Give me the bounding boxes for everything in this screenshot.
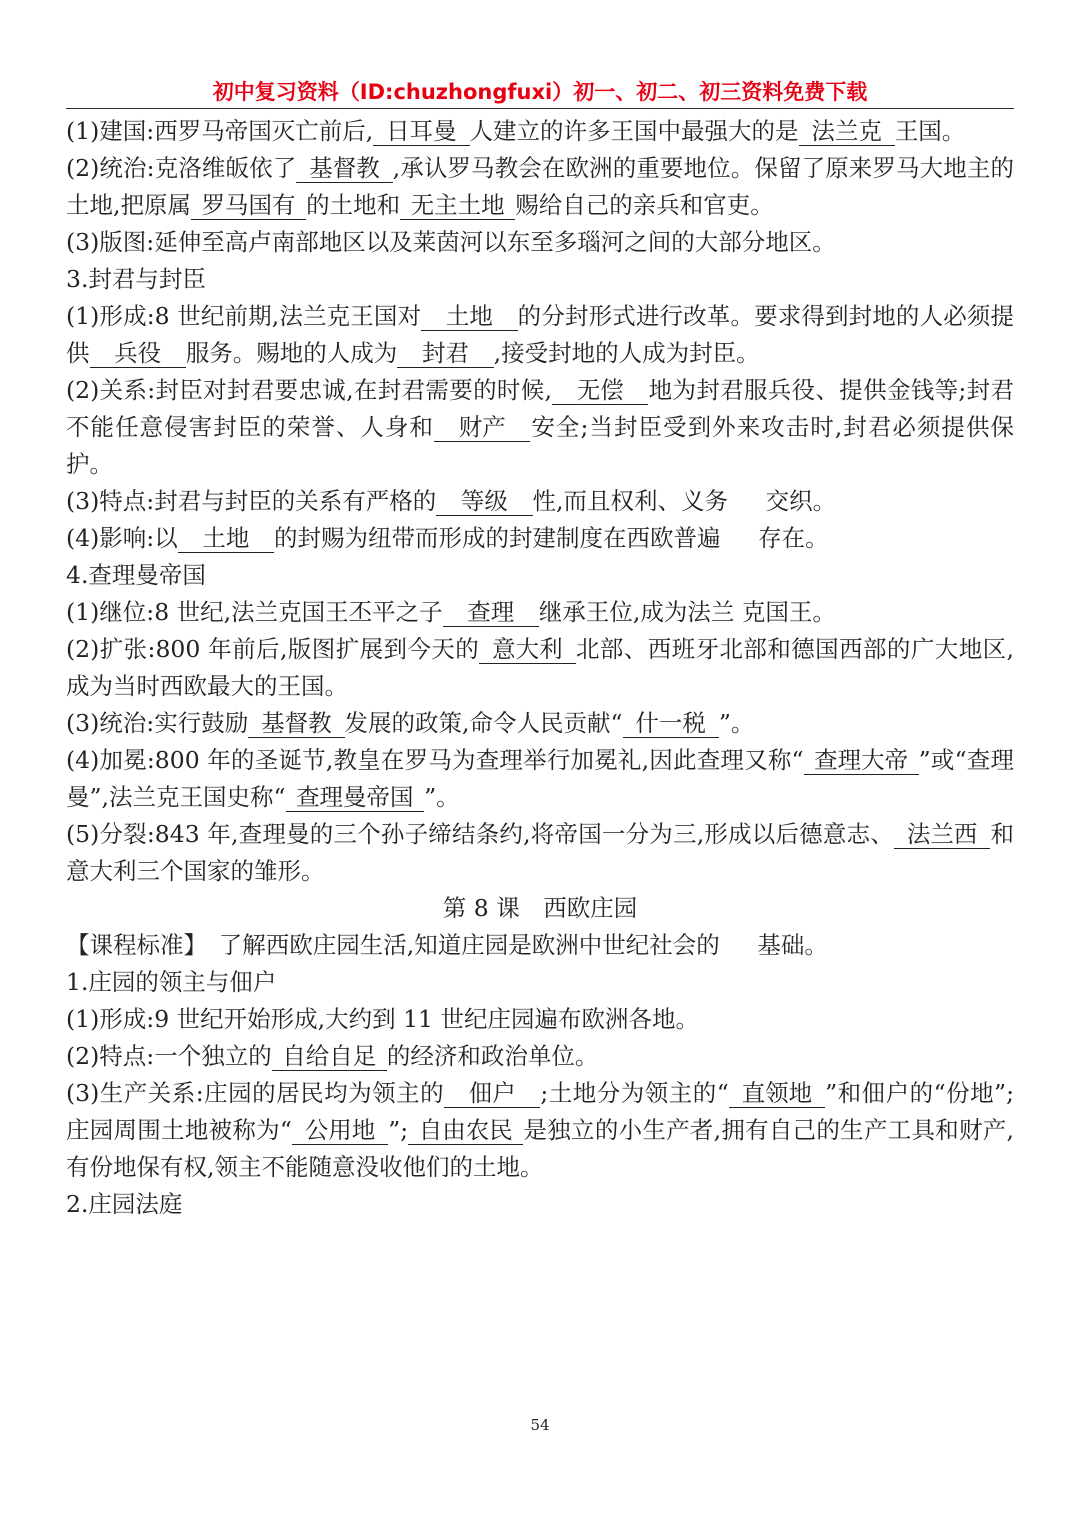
text-run: 安全;当封臣受到外来攻击时,封君必须提供保护。 — [66, 413, 1015, 478]
text-run: (2)关系:封臣对封君要忠诚,在封君需要的时候, — [66, 376, 553, 404]
text-run: (2)扩张:800 年前后,版图扩展到今天的 — [66, 635, 480, 663]
page-number: 54 — [530, 1416, 550, 1434]
text-run: 是独立的小生产者,拥有自己的生产工具和财产,有份地保有权,领主不能随意没收他们的土地。 — [66, 1116, 1014, 1181]
fill-blank-answer: 自给自足 — [272, 1042, 387, 1071]
text-paragraph — [66, 1001, 1014, 1038]
text-paragraph — [66, 113, 1014, 150]
text-run: 性,而且权利、义务 — [532, 487, 729, 515]
fill-blank-answer: 佃户 — [444, 1079, 540, 1108]
fill-blank-answer: 意大利 — [479, 635, 575, 664]
text-paragraph — [66, 298, 1014, 372]
text-paragraph — [66, 594, 1014, 631]
text-run: (2)统治:克洛维皈依了 — [66, 154, 297, 182]
text-run: 服务。赐地的人成为 — [185, 339, 398, 367]
fill-blank-answer: 土地 — [178, 524, 274, 553]
text-paragraph — [66, 1075, 1014, 1186]
fill-blank-answer: 日耳曼 — [373, 117, 469, 146]
text-run: 【课程标准】 了解西欧庄园生活,知道庄园是欧洲中世纪社会的 — [66, 931, 720, 959]
text-paragraph — [66, 705, 1014, 742]
text-run: (1)建国:西罗马帝国灭亡前后, — [66, 117, 374, 145]
fill-blank-answer: 自由农民 — [408, 1116, 523, 1145]
text-paragraph — [66, 1038, 1014, 1075]
text-run: 3.封君与封臣 — [66, 265, 206, 293]
text-run: 基础。 — [757, 931, 828, 959]
text-paragraph — [66, 520, 1014, 557]
text-paragraph — [66, 742, 1014, 816]
text-run: 的经济和政治单位。 — [386, 1042, 599, 1070]
text-run: (3)统治:实行鼓励 — [66, 709, 249, 737]
text-paragraph — [66, 816, 1014, 890]
text-run: ”。 — [424, 783, 460, 811]
fill-blank-answer: 直领地 — [729, 1079, 825, 1108]
fill-blank-answer: 什一税 — [623, 709, 719, 738]
text-run: 交织。 — [765, 487, 837, 515]
text-run: 第 8 课 西欧庄园 — [442, 894, 638, 922]
fill-blank-answer: 等级 — [436, 487, 532, 516]
fill-blank-answer: 基督教 — [296, 154, 392, 183]
text-paragraph — [66, 483, 1014, 520]
text-run: 人建立的许多王国中最强大的是 — [469, 117, 799, 145]
text-run: ”和佃户的“份地”;庄园周围土地被称为“ — [66, 1079, 1014, 1144]
text-run: (3)特点:封君与封臣的关系有严格的 — [66, 487, 437, 515]
fill-blank-answer: 查理 — [443, 598, 539, 627]
fill-blank-answer: 土地 — [421, 302, 517, 331]
text-run: 2.庄园法庭 — [66, 1190, 183, 1218]
text-run: ,承认罗马教会在欧洲的重要地位。保留了原来罗马大地主的土地,把原属 — [66, 154, 1014, 219]
text-paragraph — [66, 964, 1014, 1001]
fill-blank-answer: 查理大帝 — [804, 746, 919, 775]
fill-blank-answer: 基督教 — [248, 709, 344, 738]
fill-blank-answer: 公用地 — [292, 1116, 388, 1145]
fill-blank-answer: 兵役 — [90, 339, 186, 368]
text-run: 赐给自己的亲兵和官吏。 — [515, 191, 774, 219]
text-paragraph — [66, 1186, 1014, 1223]
fill-blank-answer: 无主土地 — [400, 191, 515, 220]
text-run: 发展的政策,命令人民贡献“ — [344, 709, 623, 737]
lesson-title — [66, 890, 1014, 927]
text-paragraph — [66, 631, 1014, 705]
text-run: ”; — [388, 1116, 409, 1144]
text-paragraph — [66, 261, 1014, 298]
fill-blank-answer: 法兰克 — [799, 117, 895, 146]
text-run: 的封赐为纽带而形成的封建制度在西欧普遍 — [274, 524, 721, 552]
text-paragraph — [66, 150, 1014, 224]
text-run: ;土地分为领主的“ — [540, 1079, 729, 1107]
text-run: ”。 — [718, 709, 755, 737]
text-paragraph — [66, 927, 1014, 964]
text-run: (2)特点:一个独立的 — [66, 1042, 272, 1070]
fill-blank-answer: 无偿 — [552, 376, 648, 405]
header-rule — [66, 108, 1014, 109]
text-run: 北部、西班牙北部和德国西部的广大地区,成为当时西欧最大的王国。 — [66, 635, 1014, 700]
text-run: 的土地和 — [306, 191, 401, 219]
text-run: (1)形成:8 世纪前期,法兰克王国对 — [66, 302, 422, 330]
text-run: (5)分裂:843 年,查理曼的三个孙子缔结条约,将帝国一分为三,形成以后德意志、 — [66, 820, 894, 848]
fill-blank-answer: 财产 — [434, 413, 530, 442]
text-run: 继承王位,成为法兰 克国王。 — [538, 598, 836, 626]
text-run: 4.查理曼帝国 — [66, 561, 206, 589]
text-run: (1)形成:9 世纪开始形成,大约到 11 世纪庄园遍布欧洲各地。 — [66, 1005, 699, 1033]
text-run: (3)版图:延伸至高卢南部地区以及莱茵河以东至多瑙河之间的大部分地区。 — [66, 228, 836, 256]
text-run: ,接受封地的人成为封臣。 — [493, 339, 760, 367]
text-run: (4)影响:以 — [66, 524, 178, 552]
document-body — [66, 113, 1014, 1223]
text-run: (4)加冕:800 年的圣诞节,教皇在罗马为查理举行加冕礼,因此查理又称“ — [66, 746, 804, 774]
text-run: 和意大利三个国家的雏形。 — [66, 820, 1014, 885]
text-paragraph — [66, 557, 1014, 594]
page-header: 初中复习资料（ID:chuzhongfuxi）初一、初二、初三资料免费下载 — [212, 80, 868, 104]
text-run: (1)继位:8 世纪,法兰克国王丕平之子 — [66, 598, 443, 626]
text-paragraph — [66, 224, 1014, 261]
text-run: 1.庄园的领主与佃户 — [66, 968, 277, 996]
text-run: ”或“查理曼”,法兰克王国史称“ — [66, 746, 1015, 811]
fill-blank-answer: 查理曼帝国 — [286, 783, 425, 812]
fill-blank-answer: 封君 — [397, 339, 493, 368]
text-run: 王国。 — [894, 117, 966, 145]
text-run: 的分封形式进行改革。要求得到封地的人必须提供 — [66, 302, 1014, 367]
text-run: 地为封君服兵役、提供金钱等;封君不能任意侵害封臣的荣誉、人身和 — [66, 376, 1014, 441]
fill-blank-answer: 法兰西 — [894, 820, 990, 849]
text-paragraph — [66, 372, 1014, 483]
fill-blank-answer: 罗马国有 — [191, 191, 306, 220]
text-run: (3)生产关系:庄园的居民均为领主的 — [66, 1079, 445, 1107]
text-run: 存在。 — [758, 524, 829, 552]
